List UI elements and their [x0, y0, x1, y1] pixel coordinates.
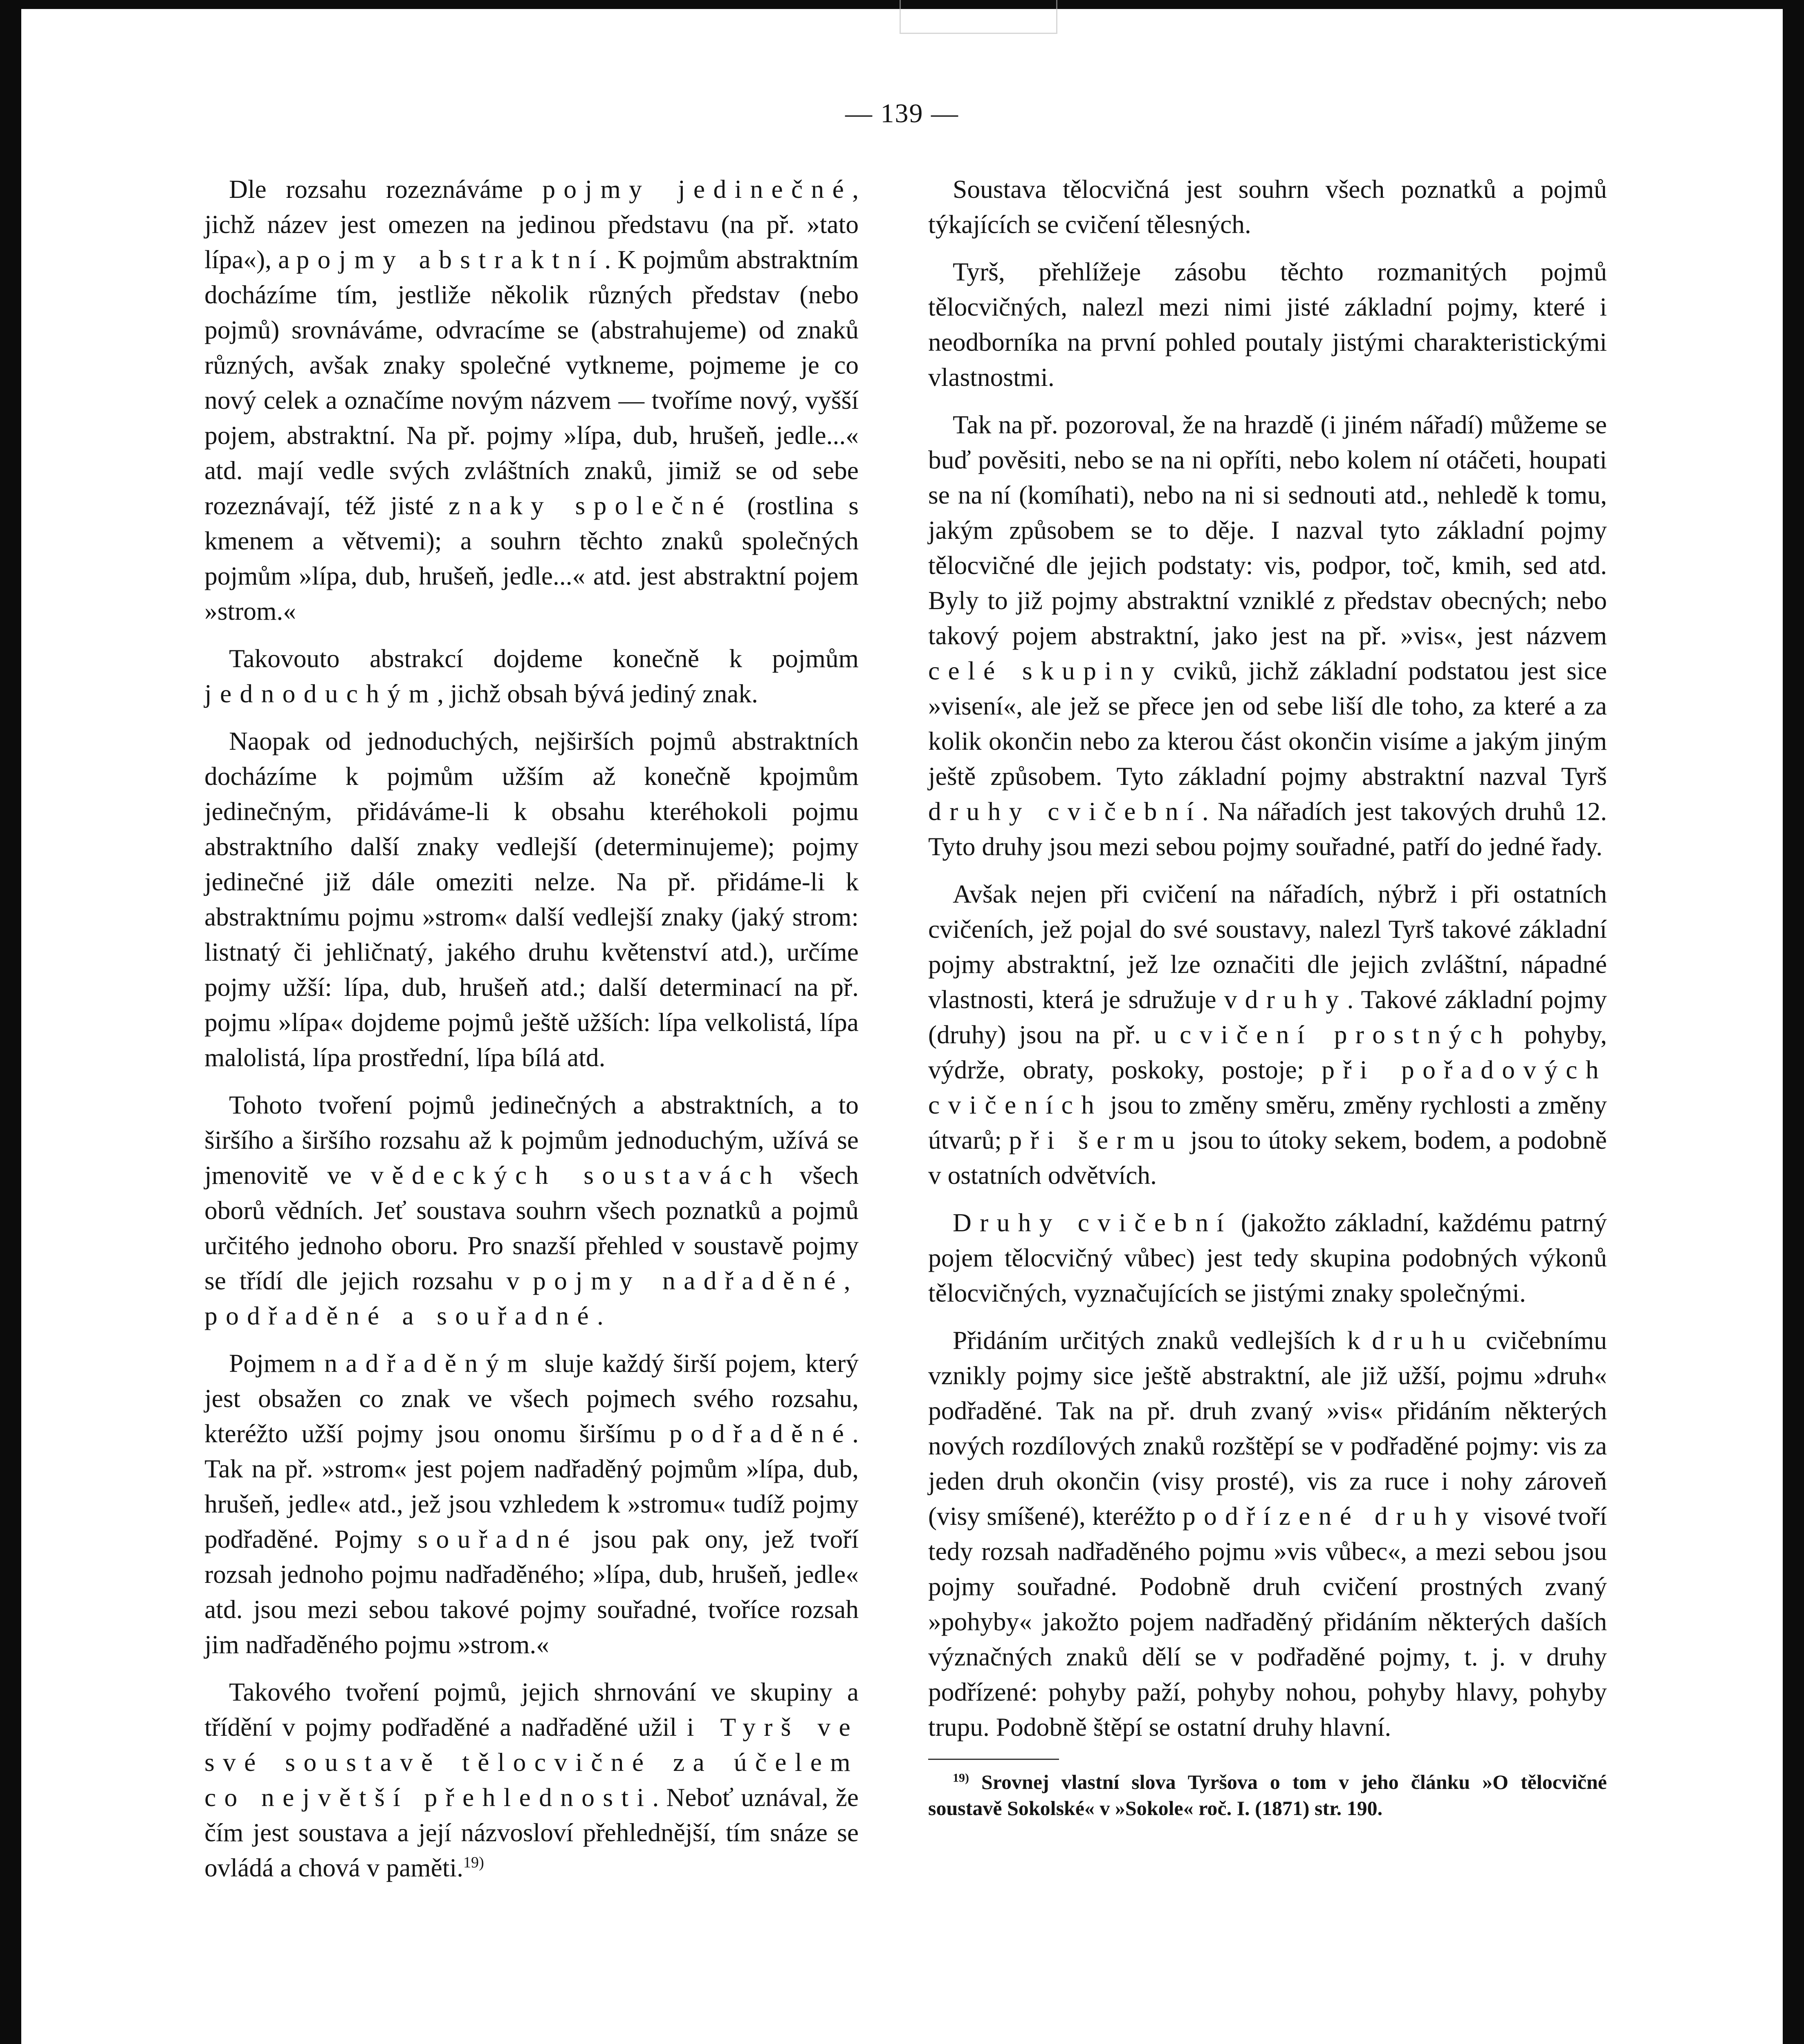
- text-run: . Na nářadích jest takových druhů 12. Tyto druhy jsou mezi sebou pojmy souřadné, patří do jedné řady.: [928, 797, 1607, 861]
- text-run: Avšak nejen při cvičení na nářadích, nýbrž i při ostatních cvičeních, jež pojal do své soustavy, nalezl Tyrš takové základní pojmy abstraktní, jež lze označiti dle jejich zvláštní, nápadné vlastnosti, která je sdružuje v: [928, 879, 1607, 1014]
- footnote: [928, 1769, 1607, 1821]
- footnote-marker: 19): [953, 1771, 969, 1785]
- text-run: Takového tvoření pojmů, jejich shrnování ve skupiny a třídění v pojmy podřaděné a nadřaděné užil: [204, 1677, 859, 1741]
- paragraph-para-7: [928, 172, 1607, 242]
- footnote-divider: [928, 1759, 1059, 1760]
- right-column: [928, 172, 1607, 1833]
- spaced-term: pojmy abstraktní: [296, 245, 605, 274]
- spaced-term: vědeckých soustavách: [370, 1161, 781, 1190]
- text-run: . Takové základní pojmy (druhy) jsou na př. u: [928, 985, 1607, 1049]
- footnote-text: Srovnej vlastní slova Tyršova o tom v jeho článku »O tělocvičné soustavě Sokolské« v »Sokole« roč. I. (1871) str. 190.: [928, 1771, 1607, 1820]
- text-run: .: [597, 1301, 604, 1330]
- paragraph-para-8: [928, 254, 1607, 395]
- footnote-reference: 19): [463, 1853, 484, 1871]
- text-run: Dle rozsahu rozeznáváme: [229, 175, 543, 204]
- text-run: Tyrš, přehlížeje zásobu těchto rozmanitých pojmů tělocvičných, nalezl mezi nimi jisté základní pojmy, které i neodborníka na první pohled poutaly jistými charakteristickými vlastnostmi.: [928, 257, 1607, 392]
- text-run: Naopak od jednoduchých, nejširších pojmů abstraktních docházíme k pojmům užším až konečně kpojmům jedinečným, přidáváme-li k obsahu kteréhokoli pojmu abstraktního další znaky vedlejší (determinujeme); pojmy jedinečné již dále omeziti nelze. Na př. přidáme-li k abstraktnímu pojmu »strom« další vedlejší znaky (jaký strom: listnatý či jehličnatý, jakého druhu květenství atd.), určíme pojmy užší: lípa, dub, hrušeň atd.; další determinací na př. pojmu »lípa« dojdeme pojmů ještě užších: lípa velkolistá, lípa malolistá, lípa prostřední, lípa bílá atd.: [204, 726, 859, 1072]
- left-column: [204, 172, 859, 1898]
- text-run: . Tak na př. »strom« jest pojem nadřaděný pojmům »lípa, dub, hrušeň, jedle« atd., jež jsou vzhledem k »stromu« tudíž pojmy podřaděné. Pojmy: [204, 1419, 859, 1553]
- spaced-term: při šermu: [1009, 1125, 1183, 1154]
- paragraph-para-6: [204, 1674, 859, 1885]
- spaced-term: druhu: [1372, 1326, 1474, 1355]
- text-run: cviků, jichž základní podstatou jest sice »visení«, ale jež se přece jen od sebe liší dle toho, za které a za kolik okončin nebo za kterou část okončin visíme a jakým jiným ještě způsobem. Tyto základní pojmy abstraktní nazval Tyrš: [928, 656, 1607, 791]
- paragraph-para-2: [204, 641, 859, 711]
- text-run: pohyby, výdrže, obraty, poskoky, postoje;: [928, 1020, 1607, 1084]
- text-run: . K pojmům abstraktním docházíme tím, jestliže několik různých představ (nebo pojmů) srovnáváme, odvracíme se (abstrahujeme) od znaků různých, avšak znaky společné vytkneme, pojmeme je co nový celek a označíme novým názvem — tvoříme nový, vyšší pojem, abstraktní. Na př. pojmy »lípa, dub, hrušeň, jedle...« atd. mají vedle svých zvláštních znaků, jimiž se od sebe rozeznávají, též jisté: [204, 245, 859, 520]
- paragraph-para-4: [204, 1087, 859, 1334]
- paragraph-para-11: [928, 1205, 1607, 1311]
- text-run: (rostlina s kmenem a větvemi); a souhrn těchto znaků společných pojmům »lípa, dub, hrušeň, jedle...« atd. jest abstraktní pojem »strom.«: [204, 491, 859, 625]
- text-run: jsou to útoky sekem, bodem, a podobně v ostatních odvětvích.: [928, 1125, 1607, 1190]
- spaced-term: druhy: [1245, 985, 1347, 1014]
- library-stamp: [900, 0, 1057, 34]
- text-run: Pojmem: [229, 1349, 325, 1378]
- spaced-term: pojmy nadřaděné, podřaděné a souřadné: [204, 1266, 859, 1330]
- spaced-term: při pořadových cvičeních: [928, 1055, 1607, 1119]
- text-run: visové tvoří tedy rozsah nadřaděného pojmu »vis vůbec«, a mezi sebou jsou pojmy souřadné. Podobně druh cvičení prostných zvaný »pohyby« jakožto pojem nadřaděný přidáním některých daších význačných znaků dělí se v podřaděné pojmy, t. j. v druhy podřízené: pohyby paží, pohyby nohou, pohyby hlavy, pohyby trupu. Podobně štěpí se ostatní druhy hlavní.: [928, 1502, 1607, 1741]
- text-run: jsou to změny směru, změny rychlosti a změny útvarů;: [928, 1090, 1607, 1154]
- spaced-term: druhy cvičební: [928, 797, 1202, 826]
- spaced-term: cvičení prostných: [1180, 1020, 1512, 1049]
- spaced-term: Druhy cvičební: [953, 1208, 1232, 1237]
- spaced-term: podřízené druhy: [1182, 1502, 1477, 1531]
- paragraph-para-12: [928, 1323, 1607, 1745]
- paragraph-para-10: [928, 876, 1607, 1193]
- text-run: jsou pak ony, jež tvoří rozsah jednoho pojmu nadřaděného; »lípa, dub, hrušeň, jedle« atd. jsou mezi sebou takové pojmy souřadné, tvoříce rozsah jim nadřaděného pojmu »strom.«: [204, 1524, 859, 1659]
- right-column-paragraphs: [928, 172, 1607, 1745]
- text-run: Tak na př. pozoroval, že na hrazdě (i jiném nářadí) můžeme se buď pověsiti, nebo se na ni opříti, nebo kolem ní otáčeti, houpati se na ní (komíhati), nebo na ni si sednouti atd., nehledě k tomu, jakým způsobem se to děje. I nazval tyto základní pojmy tělocvičné dle jejich podstaty: vis, podpor, toč, kmih, sed atd. Byly to již pojmy abstraktní vzniklé z představ obecných; nebo takový pojem abstraktní, jako jest na př. »vis«, jest názvem: [928, 410, 1607, 650]
- text-run: Takovouto abstrakcí dojdeme konečně k pojmům: [229, 644, 859, 673]
- paragraph-para-3: [204, 724, 859, 1075]
- spaced-term: znaky společné: [448, 491, 733, 520]
- text-run: Přidáním určitých znaků vedlejších k: [953, 1326, 1372, 1355]
- spaced-term: podřaděné: [669, 1419, 853, 1448]
- scan-border-left: [0, 0, 21, 2044]
- spaced-term: jednoduchým: [204, 679, 438, 708]
- scan-border-right: [1783, 0, 1804, 2044]
- spaced-term: celé skupiny: [928, 656, 1163, 685]
- page-number: — 139 —: [845, 99, 959, 128]
- text-run: (jakožto základní, každému patrný pojem tělocvičný vůbec) jest tedy skupina podobných výkonů tělocvičných, vyznačujících se jistými znaky společnými.: [928, 1208, 1607, 1307]
- text-run: cvičebnímu vznikly pojmy sice ještě abstraktní, ale již užší, pojmu »druh« podřaděné. Tak na př. druh zvaný »vis« přidáním některých nových rozdílových znaků rozštěpí se v podřaděné pojmy: vis za jeden druh okončin (visy prosté), vis za ruce i nohy zároveň (visy smíšené), kteréžto: [928, 1326, 1607, 1531]
- paragraph-para-1: [204, 172, 859, 629]
- spaced-term: i Tyrš ve své soustavě tělocvičné za účelem co největší přehlednosti: [204, 1712, 859, 1812]
- spaced-term: nadřaděným: [324, 1349, 536, 1378]
- spaced-term: pojmy jedinečné: [542, 175, 853, 204]
- text-run: všech oborů vědních. Jeť soustava souhrn všech poznatků a pojmů určitého jednoho oboru. Pro snazší přehled v soustavě pojmy se třídí dle jejich rozsahu v: [204, 1161, 859, 1295]
- text-run: Tohoto tvoření pojmů jedinečných a abstraktních, a to širšího a širšího rozsahu až k pojmům jednoduchým, užívá se jmenovitě ve: [204, 1090, 859, 1190]
- spaced-term: souřadné: [417, 1524, 578, 1553]
- paragraph-para-9: [928, 407, 1607, 864]
- text-run: Soustava tělocvičná jest souhrn všech poznatků a pojmů týkajících se cvičení tělesných.: [928, 175, 1607, 239]
- text-run: . Neboť uznával, že čím jest soustava a její názvosloví přehlednější, tím snáze se ovládá a chová v paměti.: [204, 1783, 859, 1882]
- text-run: sluje každý širší pojem, který jest obsažen co znak ve všech pojmech svého rozsahu, kteréžto užší pojmy jsou onomu širšímu: [204, 1349, 859, 1448]
- text-run: , jichž název jest omezen na jedinou představu (na př. »tato lípa«), a: [204, 175, 859, 274]
- text-run: , jichž obsah bývá jediný znak.: [437, 679, 758, 708]
- paragraph-para-5: [204, 1346, 859, 1662]
